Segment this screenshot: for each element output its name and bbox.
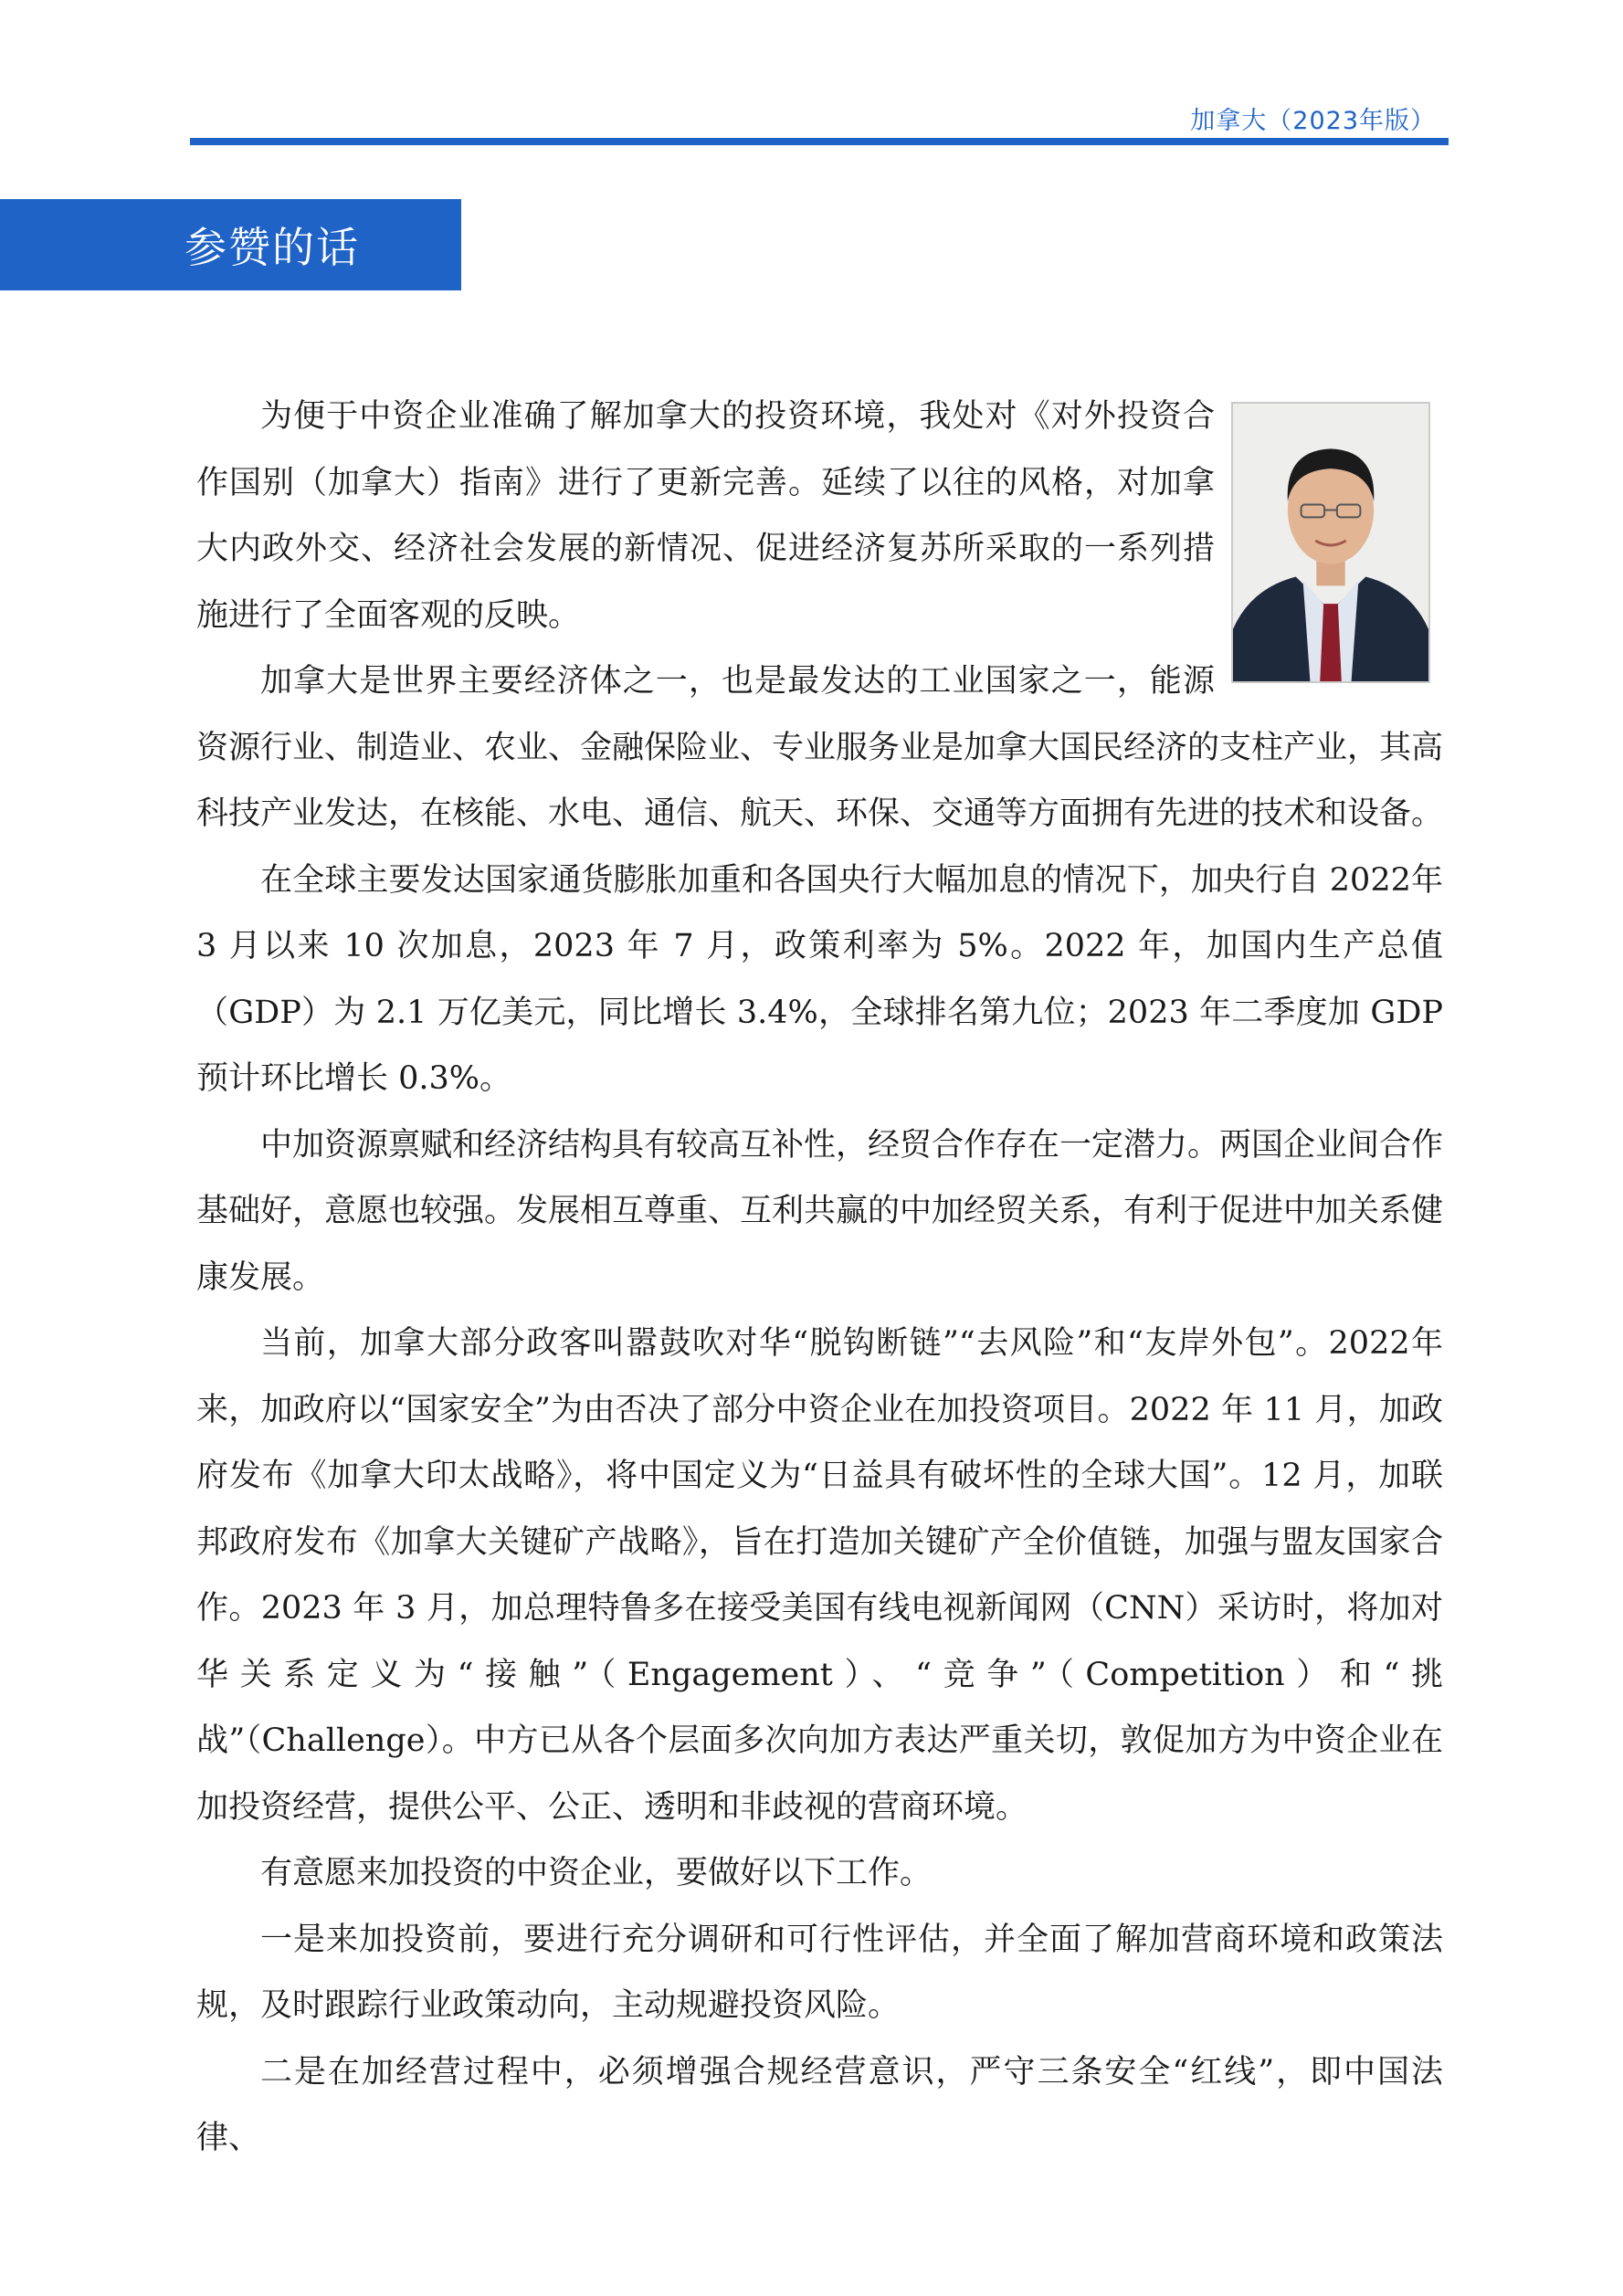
section-title-banner: [0, 199, 461, 290]
paragraph: 当前，加拿大部分政客叫嚣鼓吹对华“脱钩断链”“去风险”和“友岸外包”。2022年来，加政府以“国家安全”为由否决了部分中资企业在加投资项目。2022 年 11 月，加政府发布《加拿大印太战略》，将中国定义为“日益具有破坏性的全球大国”。12 月，加联邦政府发布《加拿大关键矿产战略》，旨在打造加关键矿产全价值链，加强与盟友国家合作。2023 年 3 月，加总理特鲁多在接受美国有线电视新闻网（CNN）采访时，将加对华关系定义为“接触”（Engagement）、“竞争”（Competition）和“挑战”（Challenge）。中方已从各个层面多次向加方表达严重关切，敦促加方为中资企业在加投资经营，提供公平、公正、透明和非歧视的营商环境。: [196, 1325, 1443, 1826]
paragraph: 一是来加投资前，要进行充分调研和可行性评估，并全面了解加营商环境和政策法规，及时跟踪行业政策动向，主动规避投资风险。: [196, 1921, 1443, 2024]
paragraph: 为便于中资企业准确了解加拿大的投资环境，我处对《对外投资合作国别（加拿大）指南》进行了更新完善。延续了以往的风格，对加拿大内政外交、经济社会发展的新情况、促进经济复苏所采取的一系列措施进行了全面客观的反映。: [196, 398, 1215, 634]
header-rule: [190, 138, 1449, 145]
paragraph: 二是在加经营过程中，必须增强合规经营意识，严守三条安全“红线”，即中国法律、: [196, 2053, 1443, 2156]
paragraph: 有意愿来加投资的中资企业，要做好以下工作。: [260, 1855, 933, 1891]
article-body: [196, 384, 1443, 2172]
portrait-spacer: [1215, 384, 1443, 699]
paragraph: 加拿大是世界主要经济体之一，也是最发达的工业国家之一，能源资源行业、制造业、农业、金融保险业、专业服务业是加拿大国民经济的支柱产业，其高科技产业发达，在核能、水电、通信、航天、环保、交通等方面拥有先进的技术和设备。: [196, 663, 1444, 832]
paragraph: 在全球主要发达国家通货膨胀加重和各国央行大幅加息的情况下，加央行自 2022年 3 月以来 10 次加息，2023 年 7 月，政策利率为 5%。2022 年，加国内生产总值（GDP）为 2.1 万亿美元，同比增长 3.4%，全球排名第九位；2023 年二季度加 GDP 预计环比增长 0.3%。: [196, 861, 1443, 1097]
section-title: 参赞的话: [184, 223, 360, 272]
paragraph: 中加资源禀赋和经济结构具有较高互补性，经贸合作存在一定潜力。两国企业间合作基础好，意愿也较强。发展相互尊重、互利共赢的中加经贸关系，有利于促进中加关系健康发展。: [196, 1126, 1444, 1296]
header-label: 加拿大（2023年版）: [1190, 107, 1436, 135]
